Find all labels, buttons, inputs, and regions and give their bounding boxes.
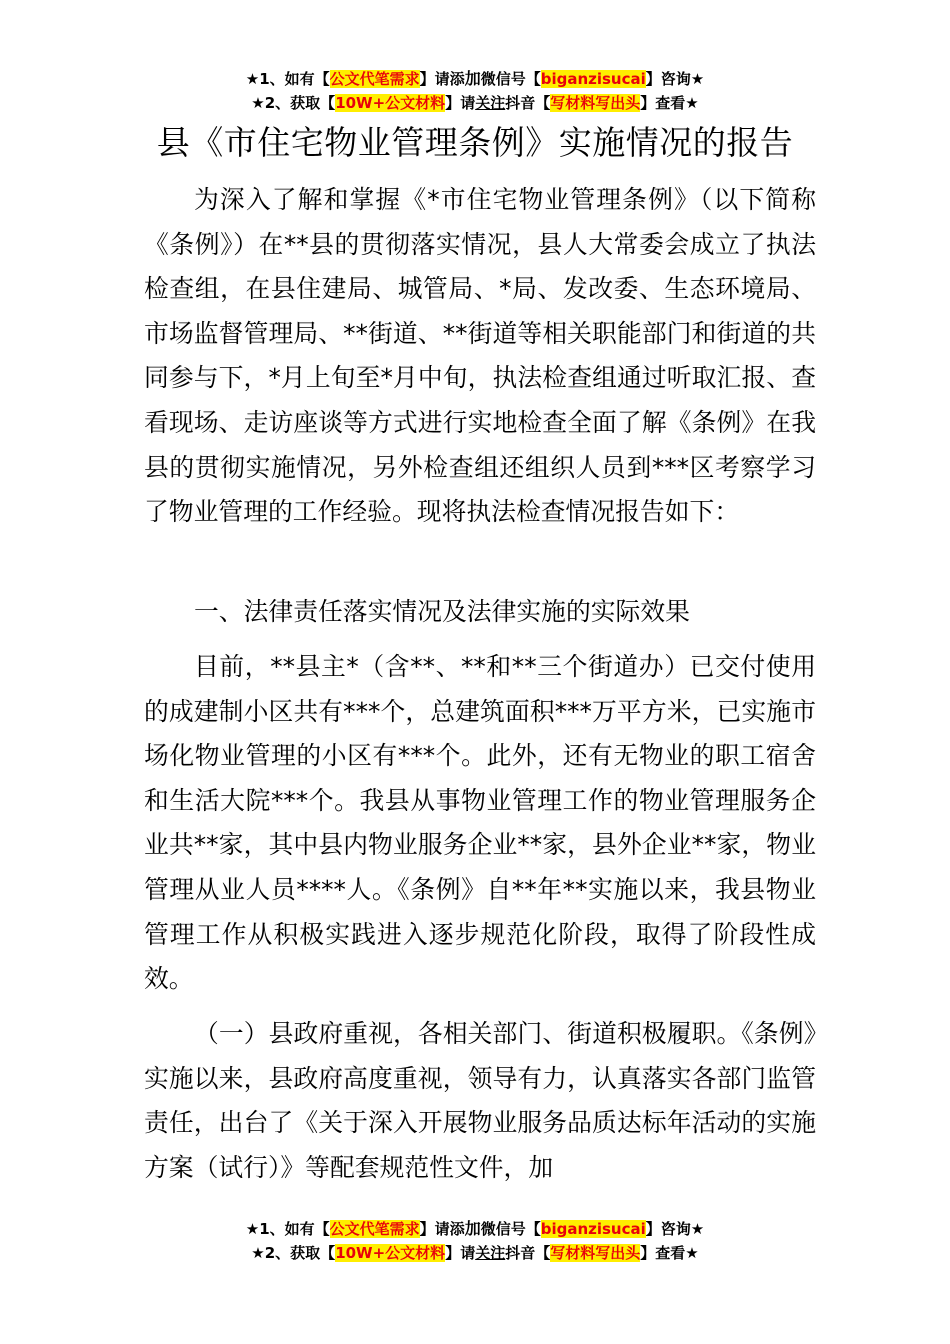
banner-text: ★1、如有【 bbox=[245, 70, 330, 88]
banner-text: 】咨询★ bbox=[645, 70, 705, 88]
banner-highlight-materials: 10W+公文材料 bbox=[335, 1244, 446, 1262]
banner-text: 微信号【 bbox=[480, 70, 541, 88]
banner-highlight-wechat-id: biganzisucai bbox=[540, 1220, 646, 1238]
paragraph-subsection-1: （一）县政府重视，各相关部门、街道积极履职。《条例》实施以来，县政府高度重视，领导有力，认真落实各部门监管责任，出台了《关于深入开展物业服务品质达标年活动的实施方案（试行）》等配套规范性文件，加 bbox=[144, 1019, 816, 1182]
banner-text: 】查看★ bbox=[640, 1244, 699, 1262]
banner-text: 】请 bbox=[445, 1244, 476, 1262]
banner-text: 微信号【 bbox=[480, 1220, 541, 1238]
banner-text: 】咨询★ bbox=[645, 1220, 705, 1238]
banner-text: ★2、获取【 bbox=[251, 1244, 336, 1262]
banner-text-underlined: 关注 bbox=[475, 94, 506, 112]
banner-highlight-douyin-id: 写材料写出头 bbox=[550, 94, 641, 112]
banner-text: 】请添 bbox=[419, 1220, 465, 1238]
banner-line-wechat bbox=[0, 1218, 950, 1240]
banner-text: 抖音【 bbox=[505, 94, 551, 112]
banner-text: ★1、如有【 bbox=[245, 1220, 330, 1238]
banner-line-douyin bbox=[0, 92, 950, 114]
banner-highlight-wechat-id: biganzisucai bbox=[540, 70, 646, 88]
banner-text: 】请 bbox=[445, 94, 476, 112]
paragraph-current-status: 目前，**县主*（含**、**和**三个街道办）已交付使用的成建制小区共有***个，总建筑面积***万平方米，已实施市场化物业管理的小区有***个。此外，还有无物业的职工宿舍和生活大院***个。我县从事物业管理工作的物业管理服务企业共**家，其中县内物业服务企业**家，县外企业**家，物业管理从业人员****人。《条例》自**年**实施以来，我县物业管理工作从积极实践进入逐步规范化阶段，取得了阶段性成效。 bbox=[144, 652, 816, 994]
banner-line-douyin bbox=[0, 1242, 950, 1264]
banner-highlight-service: 公文代笔需求 bbox=[329, 70, 420, 88]
banner-text: 抖音【 bbox=[505, 1244, 551, 1262]
banner-highlight-douyin-id: 写材料写出头 bbox=[550, 1244, 641, 1262]
document-title: 县《市住宅物业管理条例》实施情况的报告 bbox=[156, 123, 794, 162]
banner-highlight-materials: 10W+公文材料 bbox=[335, 94, 446, 112]
section-heading-1: 一、法律责任落实情况及法律实施的实际效果 bbox=[194, 597, 690, 626]
banner-line-wechat bbox=[0, 68, 950, 90]
banner-text: 】请添 bbox=[419, 70, 465, 88]
banner-text-underlined: 关注 bbox=[475, 1244, 506, 1262]
banner-highlight-service: 公文代笔需求 bbox=[329, 1220, 420, 1238]
banner-text-emphasis: 加 bbox=[464, 1219, 481, 1238]
banner-text: ★2、获取【 bbox=[251, 94, 336, 112]
paragraph-intro: 为深入了解和掌握《*市住宅物业管理条例》（以下简称《条例》）在**县的贯彻落实情况，县人大常委会成立了执法检查组，在县住建局、城管局、*局、发改委、生态环境局、市场监督管理局、**街道、**街道等相关职能部门和街道的共同参与下，*月上旬至*月中旬，执法检查组通过听取汇报、查看现场、走访座谈等方式进行实地检查全面了解《条例》在我县的贯彻实施情况，另外检查组还组织人员到***区考察学习了物业管理的工作经验。现将执法检查情况报告如下： bbox=[144, 185, 816, 527]
banner-text-emphasis: 加 bbox=[464, 69, 481, 88]
banner-text: 】查看★ bbox=[640, 94, 699, 112]
